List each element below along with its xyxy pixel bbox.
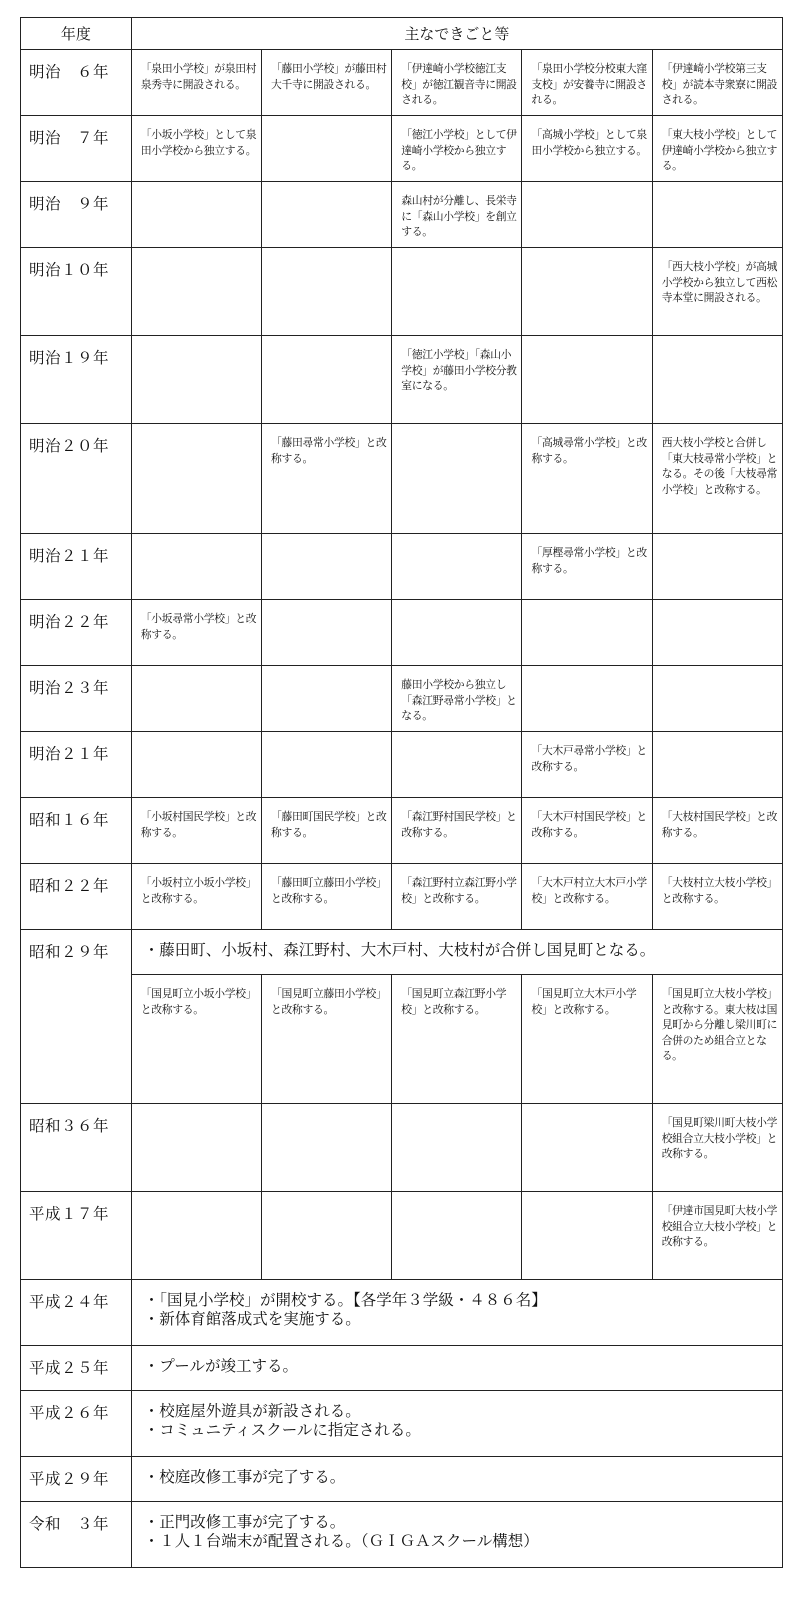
event-cell [392,732,522,798]
event-cell [392,534,522,600]
table-row [21,600,783,666]
table-row [21,1280,783,1346]
event-cell: 「国見町立大枝小学校」と改称する。東大枝は国見町から分離し梁川町に合併のため組合立となる。 [652,975,782,1104]
note-line: ・正門改修工事が完了する。 [143,1513,346,1531]
table-row [21,336,783,424]
merge-note: ・藤田町、小坂村、森江野村、大木戸村、大枝村が合併し国見町となる。 [131,930,782,975]
year-cell: 昭和２２年 [21,864,132,930]
year-cell: 明治１９年 [21,336,132,424]
event-cell [261,248,391,336]
event-cell [261,1104,391,1192]
event-cell: 「高城尋常小学校」と改称する。 [522,424,652,534]
event-cell [522,248,652,336]
event-cell [261,1192,391,1280]
year-cell: 明治１０年 [21,248,132,336]
year-cell: 明治 ７年 [21,116,132,182]
event-cell: 「小坂村立小坂小学校」と改称する。 [131,864,261,930]
event-note [131,1502,782,1568]
event-cell [392,248,522,336]
table-row [21,182,783,248]
event-cell: 「森江野村国民学校」と改称する。 [392,798,522,864]
table-row [21,732,783,798]
event-cell: 「国見町立大木戸小学校」と改称する。 [522,975,652,1104]
event-cell: 「厚樫尋常小学校」と改称する。 [522,534,652,600]
event-cell [392,1192,522,1280]
event-note [131,1346,782,1391]
event-cell: 「藤田小学校」が藤田村大千寺に開設される。 [261,50,391,116]
year-cell: 明治２２年 [21,600,132,666]
event-cell [522,666,652,732]
note-line: ・コミュニティスクールに指定される。 [143,1421,421,1439]
table-row [21,1457,783,1502]
event-cell: 「小坂尋常小学校」と改称する。 [131,600,261,666]
table-row [21,424,783,534]
event-cell: 「大枝村国民学校」と改称する。 [652,798,782,864]
event-cell: 「東大枝小学校」として伊達崎小学校から独立する。 [652,116,782,182]
table-row-merge [21,930,783,975]
event-cell: 「藤田町国民学校」と改称する。 [261,798,391,864]
event-cell [131,534,261,600]
table-row [21,666,783,732]
event-cell: 「泉田小学校分校東大窪支校」が安養寺に開設される。 [522,50,652,116]
event-cell [522,182,652,248]
table-row [21,534,783,600]
event-note [131,1391,782,1457]
event-cell: 「泉田小学校」が泉田村泉秀寺に開設される。 [131,50,261,116]
event-cell [131,248,261,336]
year-cell: 令和 ３年 [21,1502,132,1568]
event-cell [392,600,522,666]
history-table [20,17,783,1568]
table-row [21,864,783,930]
event-cell: 「森江野村立森江野小学校」と改称する。 [392,864,522,930]
event-cell: 「伊達崎小学校第三支校」が読本寺衆寮に開設される。 [652,50,782,116]
table-row [21,1192,783,1280]
event-cell [261,666,391,732]
event-cell: 「小坂村国民学校」と改称する。 [131,798,261,864]
event-cell [261,534,391,600]
event-cell: 「国見町立森江野小学校」と改称する。 [392,975,522,1104]
event-cell [131,732,261,798]
event-cell: 「西大枝小学校」が高城小学校から独立して西松寺本堂に開設される。 [652,248,782,336]
table-row [21,248,783,336]
event-cell: 「大木戸尋常小学校」と改称する。 [522,732,652,798]
year-cell: 明治２０年 [21,424,132,534]
header-row [21,18,783,50]
event-cell: 「藤田尋常小学校」と改称する。 [261,424,391,534]
event-cell: 「藤田町立藤田小学校」と改称する。 [261,864,391,930]
year-cell: 平成１７年 [21,1192,132,1280]
event-cell [261,336,391,424]
event-cell [261,732,391,798]
table-row [21,798,783,864]
event-cell: 「国見町立小坂小学校」と改称する。 [131,975,261,1104]
note-line: ・校庭改修工事が完了する。 [143,1468,346,1486]
year-cell: 平成２４年 [21,1280,132,1346]
event-note [131,1457,782,1502]
event-cell [522,1192,652,1280]
event-cell [652,336,782,424]
header-events: 主なできごと等 [131,18,782,50]
note-line: ・プールが竣工する。 [143,1357,298,1375]
event-cell: 「大枝村立大枝小学校」と改称する。 [652,864,782,930]
year-cell: 明治 ６年 [21,50,132,116]
event-note [131,1280,782,1346]
event-cell [261,182,391,248]
event-cell [131,424,261,534]
event-cell: 西大枝小学校と合併し「東大枝尋常小学校」となる。その後「大枝尋常小学校」と改称する。 [652,424,782,534]
event-cell [652,732,782,798]
event-cell: 「大木戸村国民学校」と改称する。 [522,798,652,864]
table-row [21,116,783,182]
header-year: 年度 [21,18,132,50]
event-cell: 「伊達崎小学校徳江支校」が徳江観音寺に開設される。 [392,50,522,116]
year-cell: 昭和２９年 [21,930,132,1104]
year-cell: 明治２３年 [21,666,132,732]
table-row [21,1502,783,1568]
event-cell [652,666,782,732]
event-cell: 「国見町梁川町大枝小学校組合立大枝小学校」と改称する。 [652,1104,782,1192]
event-cell: 「徳江小学校」「森山小学校」が藤田小学校分教室になる。 [392,336,522,424]
table-row [21,50,783,116]
table-row [21,1346,783,1391]
event-cell: 「国見町立藤田小学校」と改称する。 [261,975,391,1104]
year-cell: 平成２５年 [21,1346,132,1391]
year-cell: 昭和３６年 [21,1104,132,1192]
event-cell: 藤田小学校から独立し「森江野尋常小学校」となる。 [392,666,522,732]
event-cell [131,1104,261,1192]
year-cell: 明治２１年 [21,534,132,600]
event-cell [261,600,391,666]
event-cell [131,1192,261,1280]
event-cell [522,600,652,666]
note-line: ・１人１台端末が配置される。（ＧＩＧＡスクール構想） [143,1532,539,1550]
year-cell: 明治 ９年 [21,182,132,248]
year-cell: 平成２９年 [21,1457,132,1502]
table-row [21,1104,783,1192]
event-cell: 「伊達市国見町大枝小学校組合立大枝小学校」と改称する。 [652,1192,782,1280]
event-cell [392,1104,522,1192]
event-cell [131,666,261,732]
event-cell [131,336,261,424]
table-row [21,975,783,1104]
table-row [21,1391,783,1457]
year-cell: 平成２６年 [21,1391,132,1457]
event-cell [522,1104,652,1192]
event-cell: 「徳江小学校」として伊達崎小学校から独立する。 [392,116,522,182]
event-cell [652,182,782,248]
year-cell: 明治２１年 [21,732,132,798]
event-cell: 「高城小学校」として泉田小学校から独立する。 [522,116,652,182]
year-cell: 昭和１６年 [21,798,132,864]
event-cell: 「小坂小学校」として泉田小学校から独立する。 [131,116,261,182]
event-cell [261,116,391,182]
event-cell [652,600,782,666]
note-line: ・校庭屋外遊具が新設される。 [143,1402,361,1420]
event-cell [392,424,522,534]
event-cell [652,534,782,600]
note-line: ・新体育館落成式を実施する。 [143,1310,361,1328]
event-cell: 森山村が分離し、長栄寺に「森山小学校」を創立する。 [392,182,522,248]
event-cell [522,336,652,424]
note-line: ・「国見小学校」が開校する。【各学年３学級・４８６名】 [143,1291,547,1309]
event-cell [131,182,261,248]
event-cell: 「大木戸村立大木戸小学校」と改称する。 [522,864,652,930]
